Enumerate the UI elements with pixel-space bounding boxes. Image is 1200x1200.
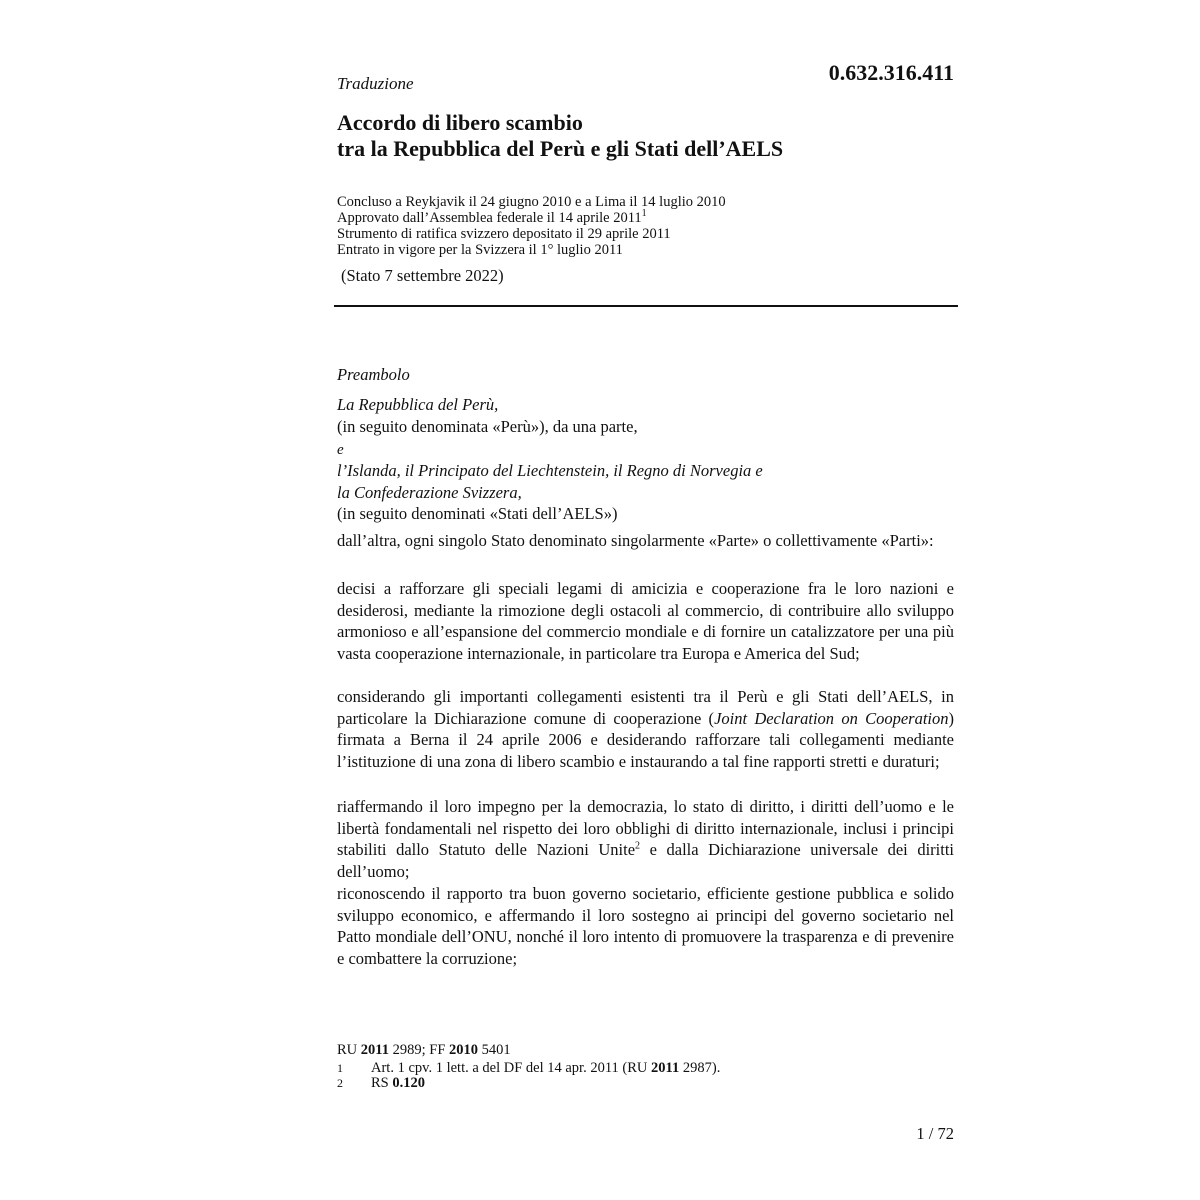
preamble-para-2: decisi a rafforzare gli speciali legami di amicizia e cooperazione fra le loro nazioni e desiderosi, mediante la rimozione degli ostacoli al commercio, di contribuire allo sviluppo armonioso e all’espansione del commercio mondiale e di fornire un catalizzatore per una più vasta cooperazione internazionale, in particolare tra Europa e America del Sud; <box>337 579 954 663</box>
footnote-2: 2 RS 0.120 <box>337 1075 425 1091</box>
translation-label: Traduzione <box>337 74 414 93</box>
conjunction: e <box>337 442 344 458</box>
status-date: (Stato 7 settembre 2022) <box>341 266 504 285</box>
document-metadata <box>337 194 726 258</box>
preamble-para-1: dall’altra, ogni singolo Stato denominato singolarmente «Parte» o collettivamente «Parti»: <box>337 531 934 550</box>
in-force-date: Entrato in vigore per la Svizzera il 1° luglio 2011 <box>337 242 623 258</box>
title-line-1: Accordo di libero scambio <box>337 110 583 135</box>
publication-reference: RU 2011 2989; FF 2010 5401 <box>337 1042 511 1058</box>
preamble-para-5: riconoscendo il rapporto tra buon governo societario, efficiente gestione pubblica e solido sviluppo economico, e affermando il loro sostegno ai principi del governo societario nel Patto mondiale dell’ONU, nonché il loro intento di promuovere la trasparenza e di prevenire e combattere la corruzione; <box>337 884 954 968</box>
sr-number: 0.632.316.411 <box>828 60 954 85</box>
party1-ref: (in seguito denominata «Perù»), da una parte, <box>337 416 638 436</box>
concluded-date: Concluso a Reykjavik il 24 giugno 2010 e a Lima il 14 luglio 2010 <box>337 194 726 210</box>
party1-name: La Repubblica del Perù, <box>337 395 499 414</box>
party2-line-1: l’Islanda, il Principato del Liechtenstein, il Regno di Norvegia e <box>337 461 763 480</box>
footnote-1: 1 Art. 1 cpv. 1 lett. a del DF del 14 apr. 2011 (RU 2011 2987). <box>337 1059 721 1076</box>
party2-ref: (in seguito denominati «Stati dell’AELS») <box>337 504 618 523</box>
title-line-2: tra la Repubblica del Perù e gli Stati dell’AELS <box>337 136 784 161</box>
header-divider <box>334 305 958 307</box>
party-efta <box>337 441 954 525</box>
approved-date: Approvato dall’Assemblea federale il 14 aprile 2011$^1$ <box>337 208 647 226</box>
footnote-ref-1[interactable]: 1 <box>641 208 647 220</box>
party2-line-2: la Confederazione Svizzera, <box>337 482 522 502</box>
party-peru <box>337 394 954 437</box>
preamble-heading: Preambolo <box>337 365 410 384</box>
preamble-para-4: riaffermando il loro impegno per la democrazia, lo stato di diritto, i diritti dell’uomo e le libertà fondamentali nel rispetto dei loro obblighi di diritto internazionale, inclusi i principi stabiliti dallo Statuto delle Nazioni Unite$^2$ e dalla Dichiarazione universale dei diritti dell’uomo; <box>337 797 954 881</box>
document-title <box>337 110 783 162</box>
footnotes <box>337 1043 720 1092</box>
footnote-ref-2[interactable]: 2 <box>635 840 641 852</box>
page-number: 1 / 72 <box>916 1124 954 1143</box>
preamble-para-3: considerando gli importanti collegamenti esistenti tra il Perù e gli Stati dell’AELS, in particolare la Dichiarazione comune di cooperazione (Joint Declaration on Cooperation) firmata a Berna il 24 aprile 2006 e desiderando rafforzare tali collegamenti mediante l’istituzione di una zona di libero scambio e instaurando a tal fine rapporti stretti e duraturi; <box>337 687 954 771</box>
ratification-date: Strumento di ratifica svizzero depositato il 29 aprile 2011 <box>337 226 671 242</box>
